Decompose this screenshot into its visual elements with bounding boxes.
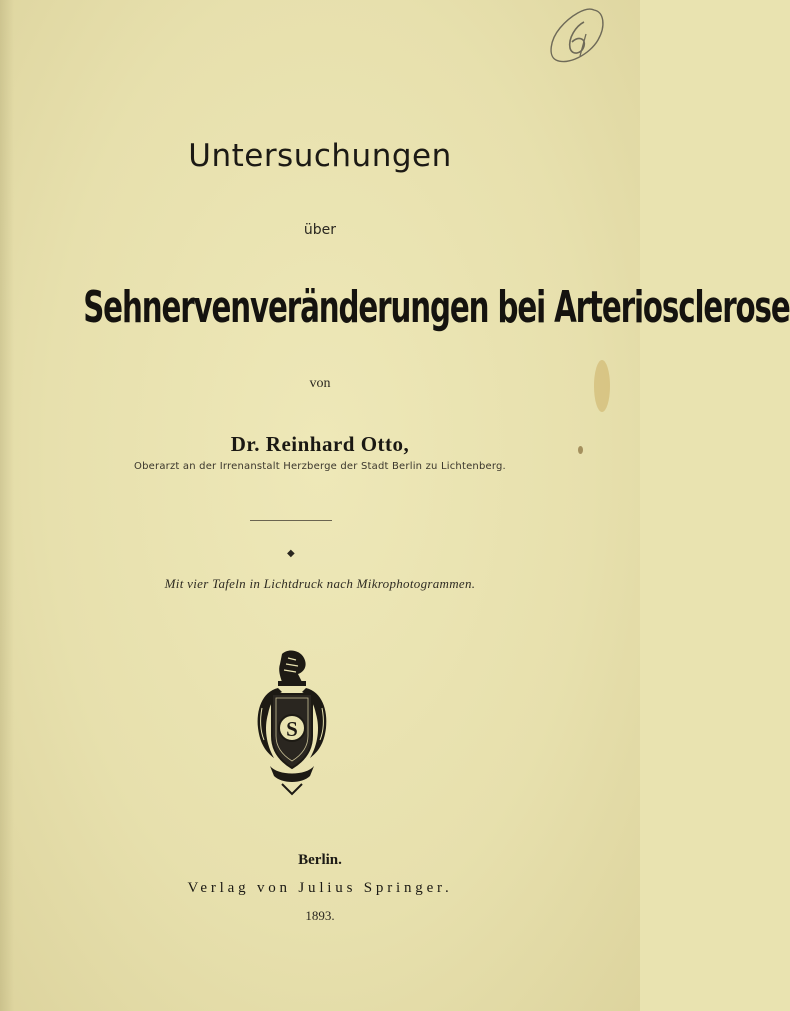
publisher-line: Verlag von Julius Springer. [187,880,453,896]
publication-city: Berlin. [298,852,342,868]
handwritten-number-icon [546,4,608,68]
preposition: über [303,222,337,238]
subject-title: Sehnervenveränderungen bei Arteriosclerose [83,282,790,333]
main-title: Untersuchungen [188,138,452,174]
svg-text:S: S [286,717,298,741]
by-line: von [309,376,331,391]
publication-year: 1893. [305,908,335,923]
springer-knight-shield-icon [252,648,332,796]
plates-note: Mit vier Tafeln in Lichtdruck nach Mikrophotogrammen. [164,576,476,591]
diamond-ornament-icon: ◆ [287,548,295,559]
author-name: Dr. Reinhard Otto, [230,432,410,456]
divider-rule [250,520,332,521]
author-affiliation: Oberarzt an der Irrenanstalt Herzberge der Stadt Berlin zu Lichtenberg. [134,461,506,472]
